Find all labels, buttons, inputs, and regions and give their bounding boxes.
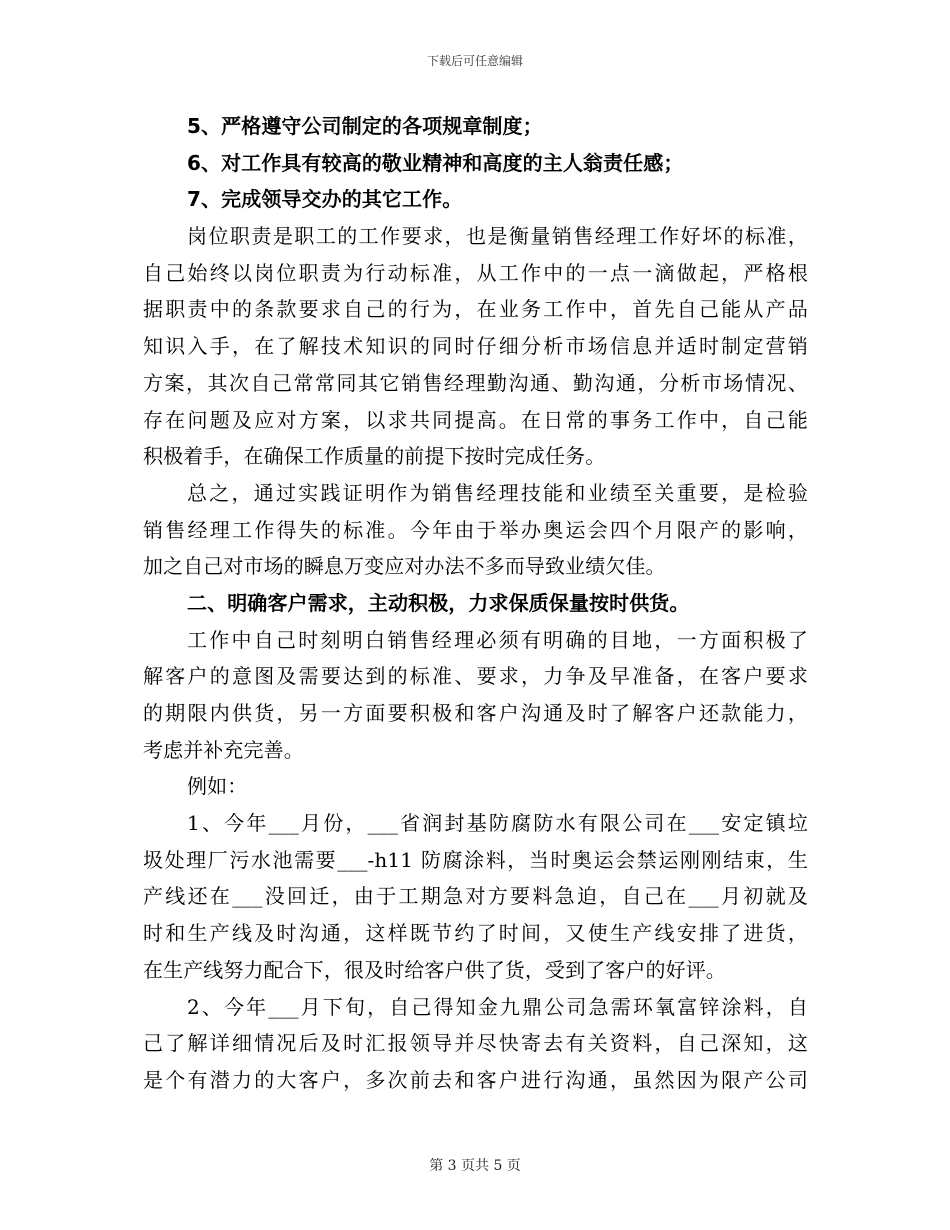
heading-line: 二、明确客户需求，主动积极，力求保质保量按时供货。	[187, 590, 690, 615]
page-number-footer: 第 3 页共 5 页	[429, 1158, 521, 1174]
paragraph-line: 时和生产线及时沟通，这样既节约了时间，又使生产线安排了进货，	[143, 921, 808, 946]
paragraph-line: 在生产线努力配合下，很及时给客户供了货，受到了客户的好评。	[143, 957, 726, 982]
paragraph-line: 积极着手，在确保工作质量的前提下按时完成任务。	[143, 444, 606, 469]
paragraph-line: 考虑并补充完善。	[143, 737, 304, 762]
paragraph-line: 加之自己对市场的瞬息万变应对办法不多而导致业绩欠佳。	[143, 554, 666, 579]
paragraph-line: 岗位职责是职工的工作要求，也是衡量销售经理工作好坏的标准，	[187, 224, 808, 249]
paragraph-line: 销售经理工作得失的标准。今年由于举办奥运会四个月限产的影响，	[143, 517, 808, 542]
paragraph-line: 例如：	[187, 774, 248, 799]
heading-line: 7、完成领导交办的其它工作。	[187, 187, 463, 212]
paragraph-line: 2、今年___月下旬，自己得知金九鼎公司急需环氧富锌涂料，自	[187, 994, 808, 1019]
page-header-note: 下载后可任意编辑	[426, 54, 523, 68]
paragraph-line: 是个有潜力的大客户，多次前去和客户进行沟通，虽然因为限产公司	[143, 1067, 808, 1092]
paragraph-line: 总之，通过实践证明作为销售经理技能和业绩至关重要，是检验	[187, 480, 808, 505]
paragraph-line: 自己始终以岗位职责为行动标准，从工作中的一点一滴做起，严格根	[143, 260, 808, 285]
paragraph-line: 的期限内供货，另一方面要积极和客户沟通及时了解客户还款能力，	[143, 701, 808, 725]
paragraph-line: 工作中自己时刻明白销售经理必须有明确的目地，一方面积极了	[187, 627, 808, 652]
paragraph-line: 圾处理厂污水池需要___-h11 防腐涂料，当时奥运会禁运刚刚结束，生	[143, 847, 808, 872]
paragraph-line: 知识入手，在了解技术知识的同时仔细分析市场信息并适时制定营销	[143, 334, 808, 359]
paragraph-line: 方案，其次自己常常同其它销售经理勤沟通、勤沟通，分析市场情况、	[143, 370, 808, 395]
paragraph-line: 存在问题及应对方案，以求共同提高。在日常的事务工作中，自己能	[143, 407, 808, 432]
paragraph-line: 1、今年___月份，___省润封基防腐防水有限公司在___安定镇垃	[187, 811, 808, 836]
document-body	[143, 108, 808, 1099]
paragraph-line: 己了解详细情况后及时汇报领导并尽快寄去有关资料，自己深知，这	[143, 1031, 808, 1056]
paragraph-line: 解客户的意图及需要达到的标准、要求，力争及早准备，在客户要求	[143, 664, 808, 689]
heading-line: 6、对工作具有较高的敬业精神和高度的主人翁责任感；	[187, 150, 684, 175]
heading-line: 5、严格遵守公司制定的各项规章制度；	[187, 114, 543, 138]
paragraph-line: 据职责中的条款要求自己的行为，在业务工作中，首先自己能从产品	[143, 297, 808, 322]
paragraph-line: 产线还在___没回迁，由于工期急对方要料急迫，自己在___月初就及	[143, 884, 808, 909]
